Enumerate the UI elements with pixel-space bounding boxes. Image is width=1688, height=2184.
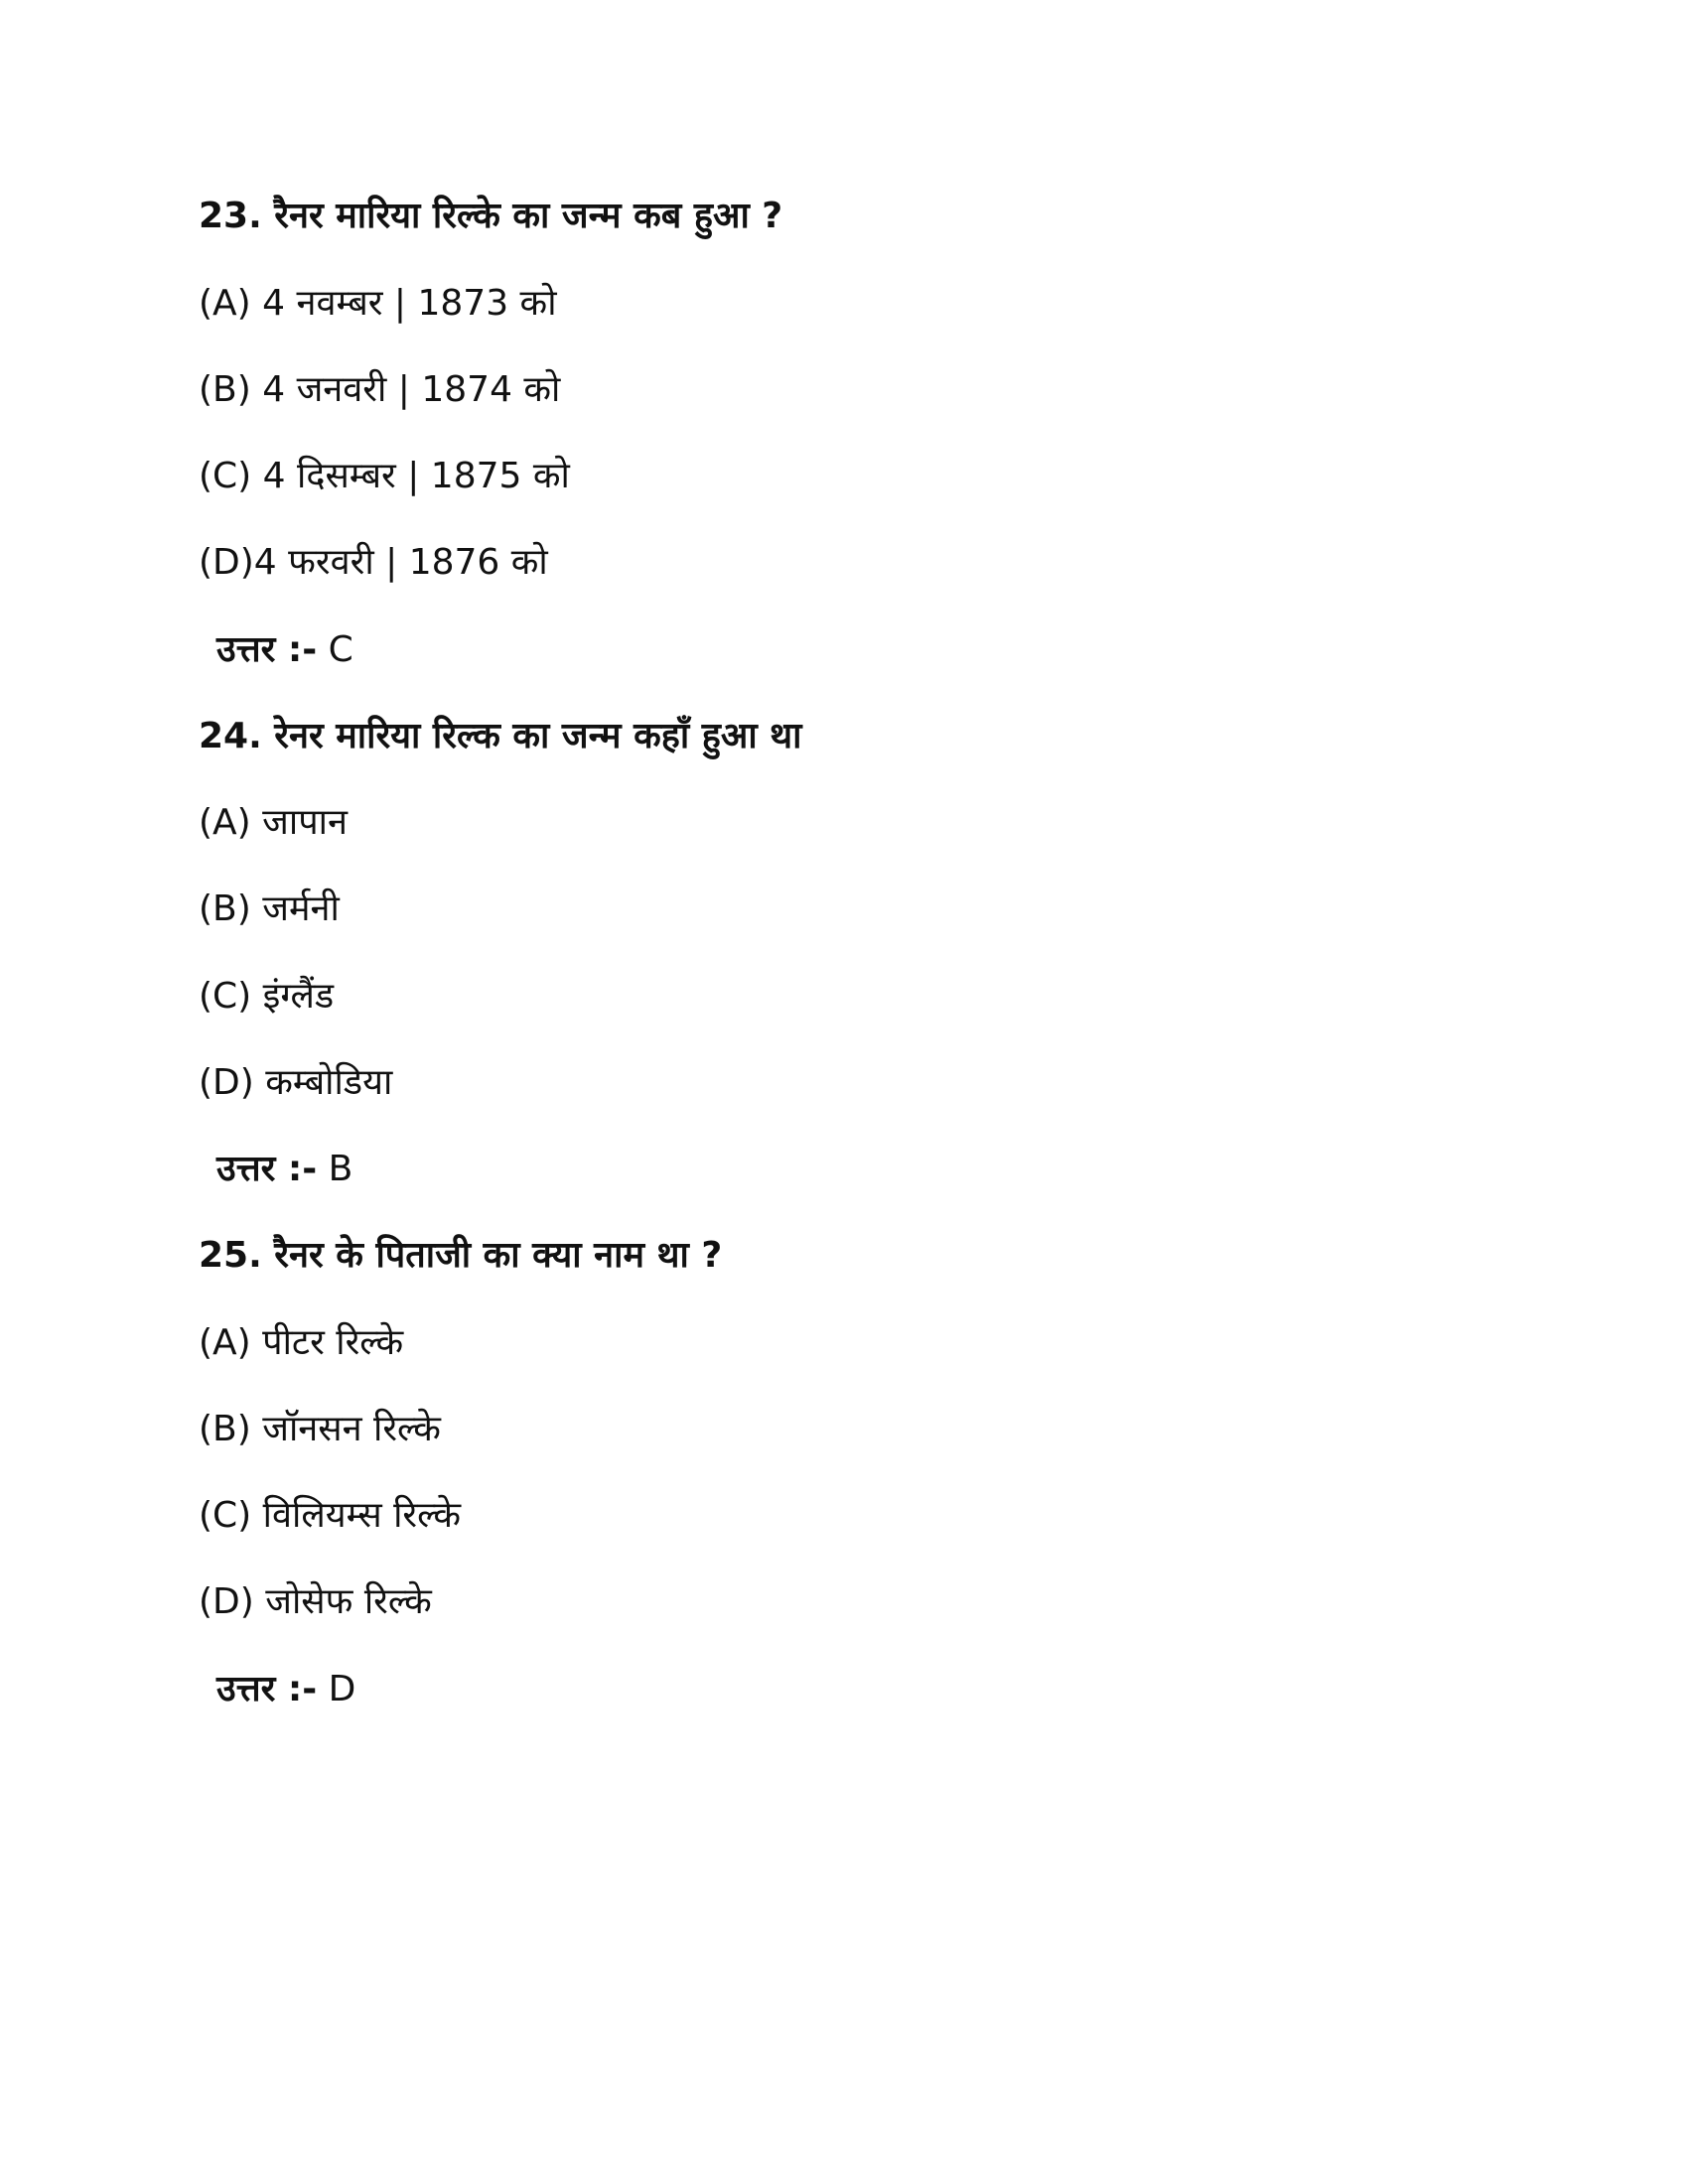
- question-23-option-d: (D)4 फरवरी | 1876 को: [199, 542, 548, 583]
- answer-value: C: [328, 629, 353, 670]
- question-24-option-c: (C) इंग्लैंड: [199, 976, 335, 1017]
- answer-label: उत्तर :-: [216, 1669, 318, 1709]
- question-24-answer: [216, 1149, 353, 1189]
- answer-value: D: [328, 1669, 356, 1709]
- question-25: 25. रैनर के पिताजी का क्या नाम था ?: [199, 1235, 723, 1276]
- question-23-option-c: (C) 4 दिसम्बर | 1875 को: [199, 456, 570, 496]
- question-23-option-a: (A) 4 नवम्बर | 1873 को: [199, 283, 557, 324]
- question-25-option-b: (B) जॉनसन रिल्के: [199, 1409, 441, 1449]
- question-24: 24. रेनर मारिया रिल्क का जन्म कहाँ हुआ था: [199, 716, 802, 756]
- answer-label: उत्तर :-: [216, 629, 318, 670]
- answer-label: उत्तर :-: [216, 1149, 318, 1189]
- question-25-option-a: (A) पीटर रिल्के: [199, 1322, 404, 1363]
- question-24-option-d: (D) कम्बोडिया: [199, 1062, 393, 1103]
- question-23: 23. रैनर मारिया रिल्के का जन्म कब हुआ ?: [199, 196, 783, 236]
- question-24-option-a: (A) जापान: [199, 802, 348, 843]
- question-25-option-d: (D) जोसेफ रिल्के: [199, 1581, 432, 1622]
- answer-value: B: [328, 1149, 353, 1189]
- question-23-option-b: (B) 4 जनवरी | 1874 को: [199, 369, 561, 410]
- question-25-option-c: (C) विलियम्स रिल्के: [199, 1495, 462, 1536]
- question-25-answer: [216, 1669, 356, 1709]
- question-23-answer: [216, 629, 353, 670]
- question-24-option-b: (B) जर्मनी: [199, 888, 340, 929]
